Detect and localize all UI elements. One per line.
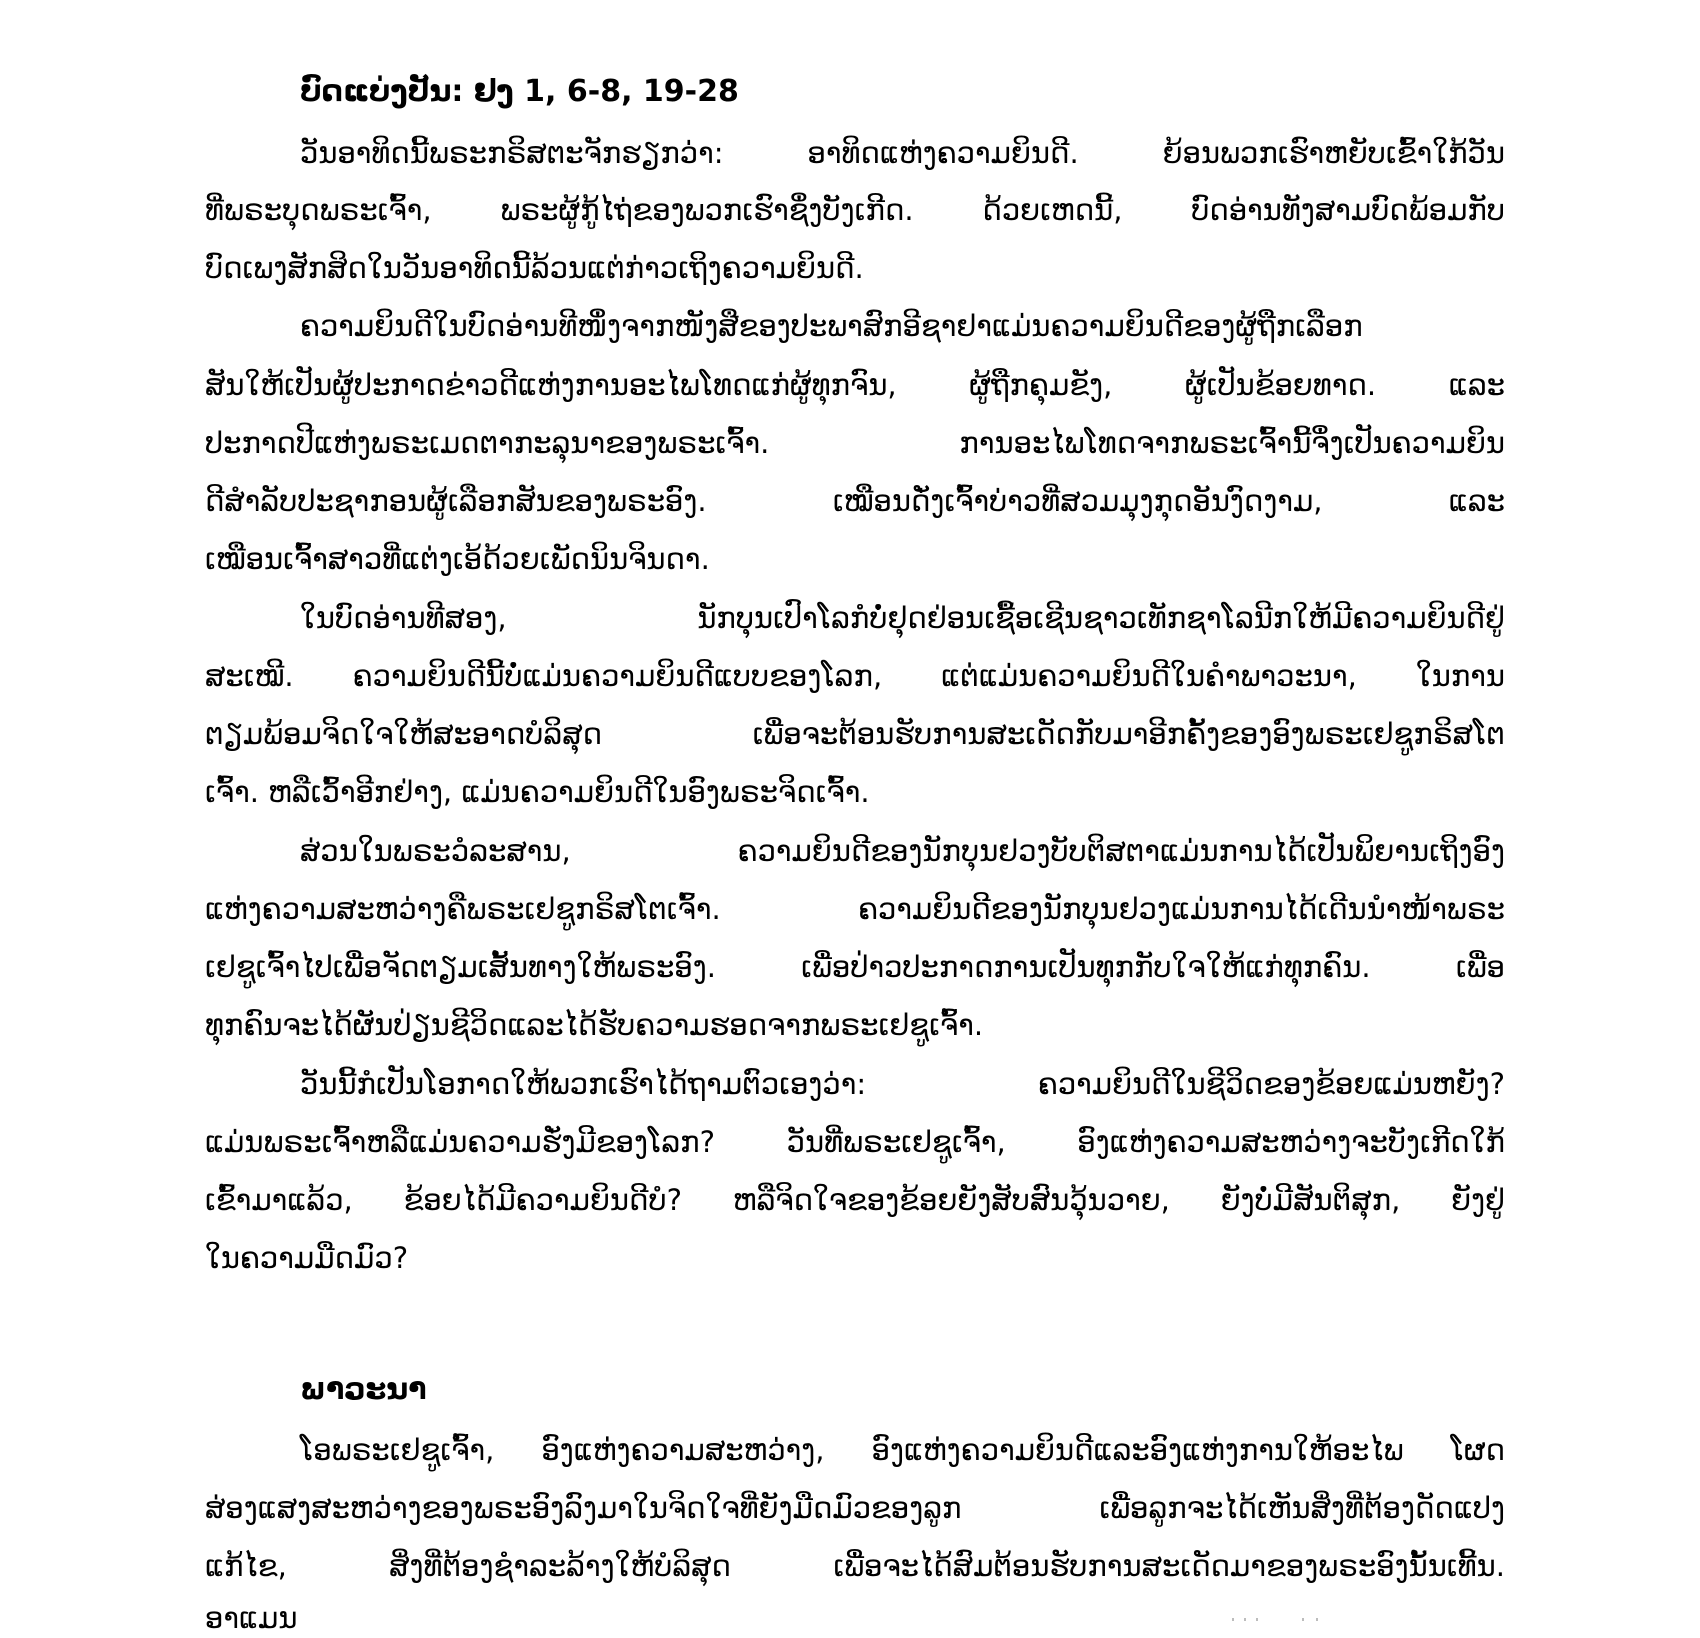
paragraph-1-line-1: ວັນອາທິດນີ້ພຣະກຣິສຕະຈັກຮຽກວ່າ: ອາທິດແຫ່ງຄວາມຍິນດີ. ຍ້ອນພວກເຮົາຫຍັບເຂົ້າໃກ້ວັນ	[300, 136, 1505, 170]
scan-dot	[1256, 1618, 1258, 1621]
scan-artifact-marks	[1232, 1618, 1332, 1621]
paragraph-2-line-5: ເໝືອນເຈົ້າສາວທີ່ແຕ່ງເອ້ດ້ວຍເພັດນິນຈິນດາ.	[205, 542, 710, 576]
paragraph-1-line-2: ທີ່ພຣະບຸດພຣະເຈົ້າ, ພຣະຜູ້ກູ້ໄຖ່ຂອງພວກເຮົາຊຶ່ງບັງເກີດ. ດ້ວຍເຫດນີ້, ບົດອ່ານທັງສາມບົດພ້ອມກັບ	[205, 193, 1505, 227]
paragraph-2-line-3: ປະກາດປີແຫ່ງພຣະເມດຕາກະລຸນາຂອງພຣະເຈົ້າ. ການອະໄພໂທດຈາກພຣະເຈົ້ານີ້ຈຶ່ງເປັນຄວາມຍິນ	[205, 426, 1505, 460]
scan-dot	[1232, 1618, 1234, 1621]
paragraph-5-line-4: ໃນຄວາມມືດມົວ?	[205, 1241, 409, 1275]
scan-dot	[1302, 1618, 1304, 1621]
paragraph-4-line-2: ແຫ່ງຄວາມສະຫວ່າງຄືພຣະເຢຊູກຣິສໂຕເຈົ້າ. ຄວາມຍິນດີຂອງນັກບຸນຢວງແມ່ນການໄດ້ເດີນນຳໜ້າພຣະ	[205, 892, 1505, 926]
prayer-line-2: ສ່ອງແສງສະຫວ່າງຂອງພຣະອົງລົງມາໃນຈິດໃຈທີ່ຍັງມືດມົວຂອງລູກ ເພື່ອລູກຈະໄດ້ເຫັນສິ່ງທີ່ຕ້ອງດັດແປງ	[205, 1491, 1505, 1525]
paragraph-3-line-3: ຕຽມພ້ອມຈິດໃຈໃຫ້ສະອາດບໍລິສຸດ ເພື່ອຈະຕ້ອນຮັບການສະເດັດກັບມາອີກຄັ້ງຂອງອົງພຣະເຢຊູກຣິສໂຕ	[205, 717, 1505, 751]
paragraph-2-line-1: ຄວາມຍິນດີໃນບົດອ່ານທີໜຶ່ງຈາກໜັງສືຂອງປະພາສົກອີຊາຢາແມ່ນຄວາມຍິນດີຂອງຜູ້ຖືກເລືອກ	[300, 309, 1363, 343]
paragraph-4-line-1: ສ່ວນໃນພຣະວໍລະສານ, ຄວາມຍິນດີຂອງນັກບຸນຢວງບັບຕິສຕາແມ່ນການໄດ້ເປັນພິຍານເຖິງອົງ	[300, 834, 1505, 868]
paragraph-5-line-2: ແມ່ນພຣະເຈົ້າຫລືແມ່ນຄວາມຮັ່ງມີຂອງໂລກ? ວັນທີ່ພຣະເຢຊູເຈົ້າ, ອົງແຫ່ງຄວາມສະຫວ່າງຈະບັງເກີດໃກ້	[205, 1125, 1505, 1159]
prayer-heading: ພາວະນາ	[300, 1372, 427, 1407]
paragraph-2-line-2: ສັນໃຫ້ເປັນຜູ້ປະກາດຂ່າວດີແຫ່ງການອະໄພໂທດແກ່ຜູ້ທຸກຈົນ, ຜູ້ຖືກຄຸມຂັງ, ຜູ້ເປັນຂ້ອຍທາດ. ແລະ	[205, 368, 1505, 402]
prayer-line-4: ອາແມນ	[205, 1601, 298, 1635]
paragraph-4-line-3: ເຢຊູເຈົ້າໄປເພື່ອຈັດຕຽມເສັ້ນທາງໃຫ້ພຣະອົງ. ເພື່ອປ່າວປະກາດການເປັນທຸກກັບໃຈໃຫ້ແກ່ທຸກຄົນ. ເພື່ອ	[205, 950, 1505, 984]
paragraph-5-line-1: ວັນນີ້ກໍເປັນໂອກາດໃຫ້ພວກເຮົາໄດ້ຖາມຕົວເອງວ່າ: ຄວາມຍິນດີໃນຊີວິດຂອງຂ້ອຍແມ່ນຫຍັງ?	[300, 1067, 1505, 1101]
prayer-line-1: ໂອພຣະເຢຊູເຈົ້າ, ອົງແຫ່ງຄວາມສະຫວ່າງ, ອົງແຫ່ງຄວາມຍິນດີແລະອົງແຫ່ງການໃຫ້ອະໄພ ໂຜດ	[300, 1433, 1505, 1467]
paragraph-3-line-2: ສະເໝີ. ຄວາມຍິນດີນີ້ບໍ່ແມ່ນຄວາມຍິນດີແບບຂອງໂລກ, ແຕ່ແມ່ນຄວາມຍິນດີໃນຄຳພາວະນາ, ໃນການ	[205, 659, 1505, 693]
prayer-line-3: ແກ້ໄຂ, ສິ່ງທີ່ຕ້ອງຊຳລະລ້າງໃຫ້ບໍລິສຸດ ເພື່ອຈະໄດ້ສົມຕ້ອນຮັບການສະເດັດມາຂອງພຣະອົງນັ້ນເທີ້ນ.	[205, 1549, 1505, 1583]
scan-dot	[1244, 1618, 1246, 1621]
paragraph-4-line-4: ທຸກຄົນຈະໄດ້ຜັນປ່ຽນຊີວິດແລະໄດ້ຮັບຄວາມຮອດຈາກພຣະເຢຊູເຈົ້າ.	[205, 1008, 984, 1042]
paragraph-3-line-4: ເຈົ້າ. ຫລືເວົ້າອີກຢ່າງ, ແມ່ນຄວາມຍິນດີໃນອົງພຣະຈິດເຈົ້າ.	[205, 775, 870, 809]
scan-dot	[1316, 1618, 1318, 1621]
paragraph-5-line-3: ເຂົ້າມາແລ້ວ, ຂ້ອຍໄດ້ມີຄວາມຍິນດີບໍ? ຫລືຈິດໃຈຂອງຂ້ອຍຍັງສັບສົນວຸ້ນວາຍ, ຍັງບໍ່ມີສັນຕິສຸກ, ຍັງຢູ່	[205, 1183, 1505, 1217]
paragraph-3-line-1: ໃນບົດອ່ານທີສອງ, ນັກບຸນເປົາໂລກໍບໍ່ຢຸດຢ່ອນເຊື້ອເຊີນຊາວເທັກຊາໂລນີກໃຫ້ມີຄວາມຍິນດີຢູ່	[300, 601, 1505, 635]
paragraph-2-line-4: ດີສຳລັບປະຊາກອນຜູ້ເລືອກສັນຂອງພຣະອົງ. ເໝືອນດັ່ງເຈົ້າບ່າວທີ່ສວມມຸງກຸດອັນງົດງາມ, ແລະ	[205, 484, 1505, 518]
paragraph-1-line-3: ບົດເພງສັກສິດໃນວັນອາທິດນີ້ລ້ວນແຕ່ກ່າວເຖິງຄວາມຍິນດີ.	[205, 251, 864, 285]
page-title: ບົດແບ່ງປັນ: ຢງ 1, 6-8, 19-28	[300, 74, 739, 109]
